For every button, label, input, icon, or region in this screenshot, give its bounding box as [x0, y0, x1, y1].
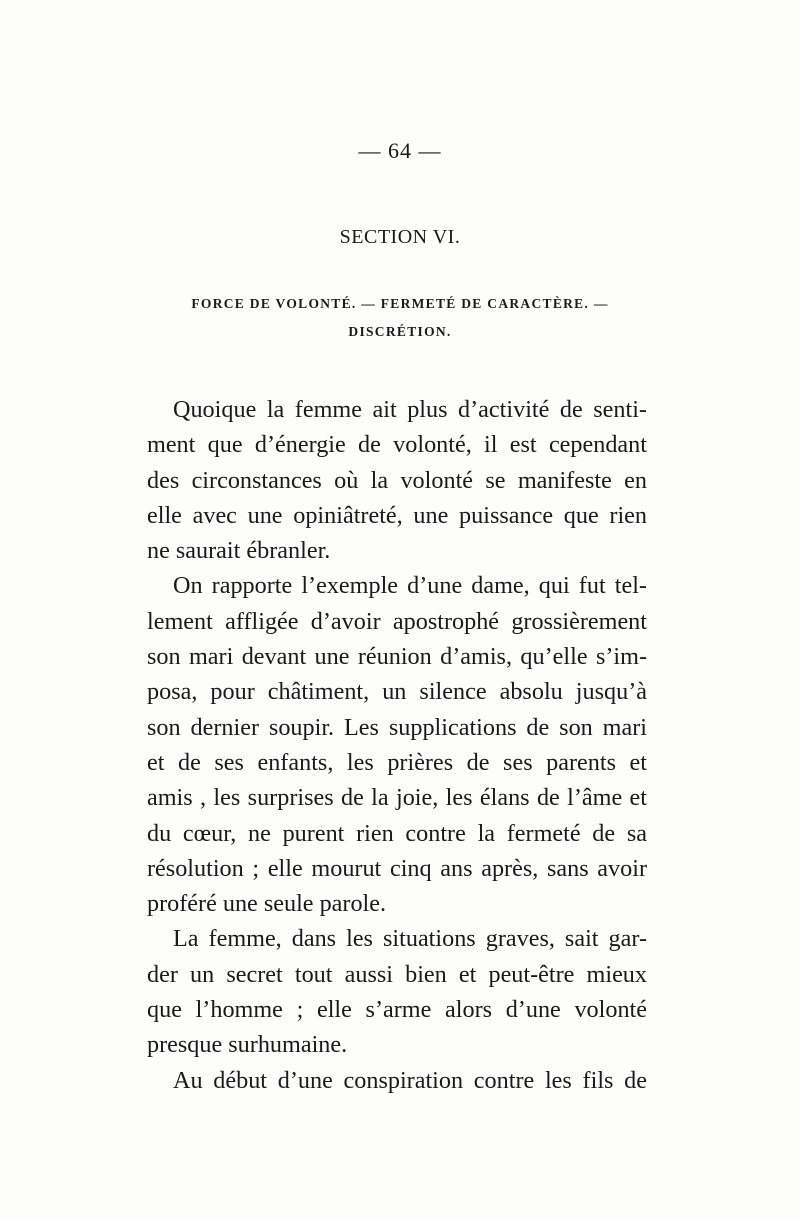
- text-line: des circonstances où la volonté se manifeste en: [147, 466, 647, 494]
- section-subtitle: [160, 290, 640, 346]
- text-line: ment que d’énergie de volonté, il est cependant: [147, 431, 647, 459]
- text-line: du cœur, ne purent rien contre la fermeté de sa: [147, 819, 647, 847]
- text-line: et de ses enfants, les prières de ses parents et: [147, 748, 647, 776]
- text-line: amis , les surprises de la joie, les élans de l’âme et: [147, 784, 647, 812]
- text-line: lement affligée d’avoir apostrophé grossièrement: [147, 607, 647, 635]
- text-line: elle avec une opiniâtreté, une puissance que rien: [147, 501, 647, 529]
- paragraph-2: [147, 568, 647, 921]
- text-line: presque surhumaine.: [147, 1031, 348, 1059]
- subtitle-line-2: DISCRÉTION.: [348, 324, 452, 339]
- text-line: Quoique la femme ait plus d’activité de senti-: [173, 396, 647, 423]
- text-line: proféré une seule parole.: [147, 890, 387, 918]
- text-line: La femme, dans les situations graves, sait gar-: [173, 925, 647, 953]
- text-line: ne saurait ébranler.: [147, 537, 331, 565]
- subtitle-line-1: FORCE DE VOLONTÉ. — FERMETÉ DE CARACTÈRE. —: [191, 296, 609, 311]
- page-number: — 64 —: [358, 138, 442, 163]
- section-title: SECTION VI.: [339, 226, 461, 248]
- text-line: son mari devant une réunion d’amis, qu’elle s’im-: [147, 643, 647, 671]
- paragraph-4: [147, 1063, 647, 1098]
- paragraph-3: [147, 921, 647, 1062]
- text-line: On rapporte l’exemple d’une dame, qui fut tel-: [173, 572, 647, 600]
- text-line: que l’homme ; elle s’arme alors d’une volonté: [147, 996, 647, 1024]
- text-line: son dernier soupir. Les supplications de son mari: [147, 713, 647, 741]
- text-line: der un secret tout aussi bien et peut-être mieux: [147, 960, 647, 988]
- paragraph-1: [147, 392, 647, 568]
- text-line: posa, pour châtiment, un silence absolu jusqu’à: [147, 678, 647, 706]
- text-line: Au début d’une conspiration contre les fils de: [173, 1066, 647, 1094]
- body-text: [147, 392, 647, 1098]
- text-line: résolution ; elle mourut cinq ans après, sans avoir: [147, 854, 647, 882]
